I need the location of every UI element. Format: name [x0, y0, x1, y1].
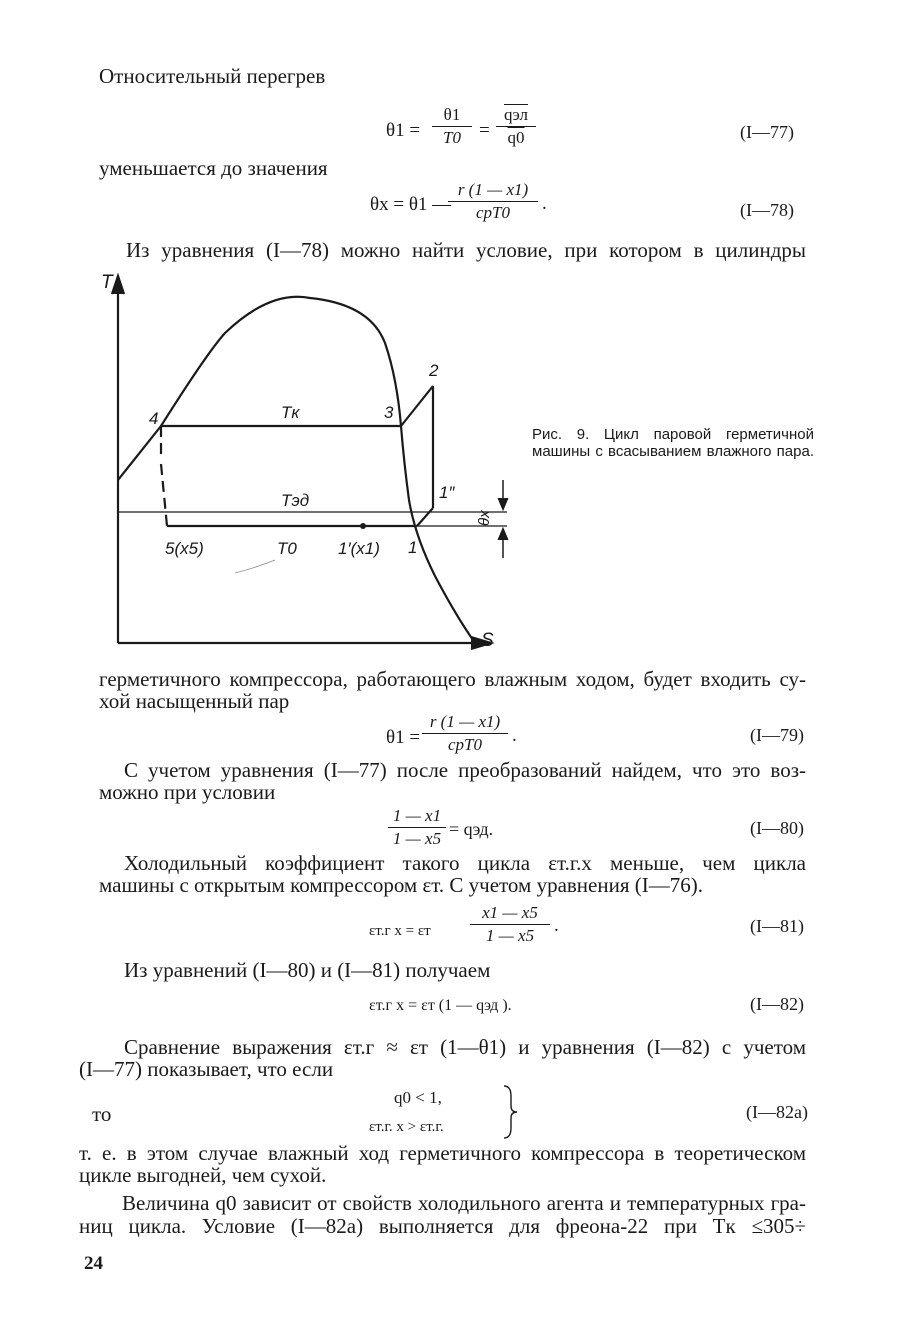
equation-number: (I—79)	[750, 725, 804, 745]
fraction: θ1 T0	[432, 105, 472, 148]
fraction: 1 — x1 1 — x5	[388, 806, 446, 849]
equation-number: (I—77)	[740, 122, 794, 142]
label-t-axis: T	[101, 272, 113, 293]
equation-tail: .	[542, 193, 547, 214]
text-line: т. е. в этом случае влажный ход герметичного компрессора в теоретическом	[79, 1141, 806, 1165]
label-theta: θx	[476, 510, 493, 526]
text-line: цикле выгодней, чем сухой.	[79, 1163, 327, 1187]
text-line: то	[92, 1102, 112, 1126]
label-4: 4	[149, 409, 159, 428]
fraction: x1 — x5 1 — x5	[470, 903, 550, 946]
text-line: уменьшается до значения	[99, 156, 328, 180]
equation-number: (I—80)	[750, 818, 804, 838]
t-axis-arrow	[112, 276, 124, 294]
equation-number: (I—82а)	[746, 1102, 808, 1122]
label-1: 1	[408, 538, 418, 557]
line-4-5b	[161, 464, 167, 526]
equation-lhs: θ1 =	[386, 727, 421, 748]
text-line: машины с открытым компрессором εт. С учетом уравнения (I—76).	[99, 873, 703, 897]
label-3: 3	[384, 403, 394, 422]
label-1prime: 1′(x1)	[338, 539, 380, 558]
equation-rhs: = qэд.	[449, 819, 494, 839]
text-line: Величина q0 зависит от свойств холодильного агента и температурных гра-	[122, 1191, 806, 1215]
page-number: 24	[84, 1253, 103, 1274]
text-line: Относительный перегрев	[99, 64, 326, 88]
equation-number: (I—81)	[750, 916, 804, 936]
label-tk: Tк	[281, 403, 300, 422]
equals-sign: =	[479, 120, 490, 141]
ts-diagram	[95, 268, 525, 663]
fraction: qэл q0	[496, 105, 536, 148]
text-line: Из уравнений (I—80) и (I—81) получаем	[124, 958, 491, 982]
text-line: хой насыщенный пар	[99, 689, 290, 713]
equation-lhs: εт.г x = εт	[369, 923, 431, 939]
label-2: 2	[429, 361, 439, 380]
fraction: r (1 — x1) cpT0	[448, 180, 538, 223]
equation-number: (I—78)	[740, 200, 794, 220]
text-line: ниц цикла. Условие (I—82а) выполняется для фреона-22 при Tк ≤305÷	[79, 1214, 806, 1238]
line-1pp-1	[417, 508, 433, 526]
fraction: r (1 — x1) cpT0	[422, 712, 508, 755]
condition-row: εт.г. x > εт.г.	[369, 1119, 444, 1135]
equation-tail: .	[554, 915, 559, 936]
equation-82: εт.г x = εт (1 — qэд ).	[369, 997, 512, 1014]
text-line: (I—77) показывает, что если	[79, 1057, 334, 1081]
point-1prime	[360, 523, 366, 529]
brace	[502, 1084, 518, 1140]
saturation-curve	[118, 297, 473, 640]
text-line: можно при условии	[99, 780, 276, 804]
text-line: Из уравнения (I—78) можно найти условие, при котором в цилиндры	[126, 238, 806, 262]
label-1pp: 1″	[439, 483, 455, 502]
equation-tail: .	[512, 725, 517, 746]
line-3-2	[401, 386, 433, 426]
text-line: Холодильный коэффициент такого цикла εт.г.x меньше, чем цикла	[124, 851, 806, 875]
label-t0: T0	[277, 539, 297, 558]
label-5: 5(x5)	[165, 539, 204, 558]
equation-lhs: θx = θ1 —	[370, 194, 452, 215]
label-s-axis: S	[481, 630, 494, 651]
equation-number: (I—82)	[750, 994, 804, 1014]
label-ted: Tэд	[281, 491, 310, 510]
figure-caption: Рис. 9. Цикл паровой герметичной машины с всасыванием влажного пара.	[532, 426, 814, 460]
text-line: герметичного компрессора, работающего влажным ходом, будет входить су-	[99, 667, 806, 691]
equation-lhs: θ1 =	[386, 120, 421, 141]
text-line: Сравнение выражения εт.г ≈ εт (1—θ1) и уравнения (I—82) с учетом	[124, 1035, 806, 1059]
condition-row: q0 < 1,	[394, 1088, 442, 1107]
text-line: С учетом уравнения (I—77) после преобразований найдем, что это воз-	[124, 758, 806, 782]
